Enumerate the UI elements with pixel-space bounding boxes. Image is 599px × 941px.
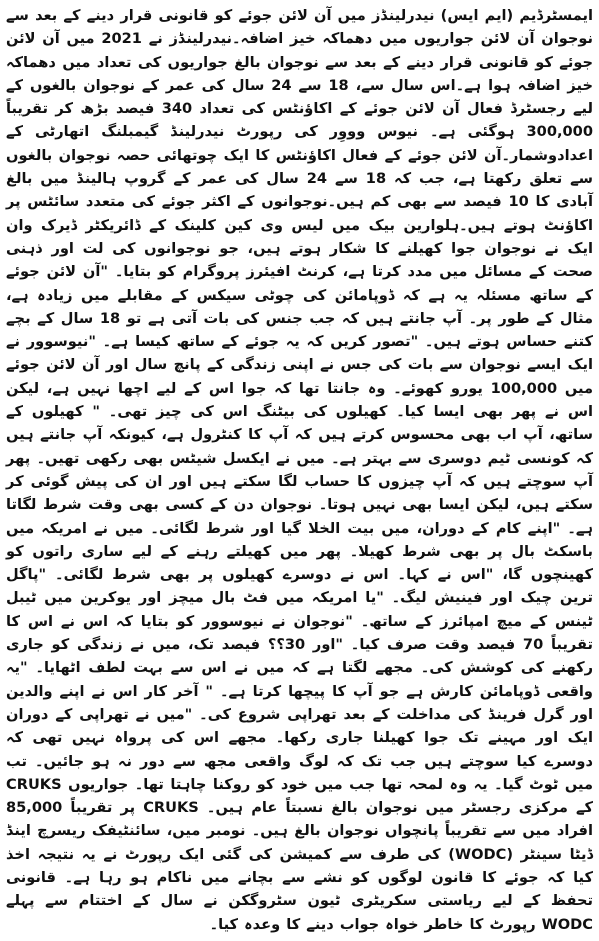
- article-body: ایمسٹرڈیم (ایم ایس) نیدرلینڈز میں آن لائن جوئے کو قانونی قرار دینے کے بعد سے نوجوان آن لائن جواریوں میں دھماکہ خیز اضافہ۔نیدرلینڈز نے 2021 میں آن لائن جوئے کو قانونی قرار دینے کے بعد سے نوجوان بالغ جواریوں کی تعداد میں دھماکہ خیز اضافہ ہوا ہے۔اس سال سے، 18 سے 24 سال کی عمر کے نوجوان بالغوں کے لیے رجسٹرڈ فعال آن لائن جوئے کے اکاؤنٹس کی تعداد 340 فیصد بڑھ کر تقریباً 300,000 ہوگئی ہے۔ نیوس وووِر کی رپورٹ نیدرلینڈ گیمبلنگ اتھارٹی کے اعدادوشمار۔آن لائن جوئے کے فعال اکاؤنٹس کا ایک چوتھائی حصہ نوجوان بالغوں سے تعلق رکھتا ہے، جب کہ 18 سے 24 سال کی عمر کے گروپ ہالینڈ میں بالغ آبادی کا 10 فیصد سے بھی کم ہیں۔نوجوانوں کے اکثر جوئے کی متعدد سائٹس پر اکاؤنٹ ہوتے ہیں۔ہلوارین بیک میں لیس وی کین کلینک کے ڈائریکٹر ڈیرک وان ایک نے نوجوان جوا کھیلنے کا شکار ہوتے ہیں، جو نوجوانوں کی لت اور ذہنی صحت کے مسائل میں مدد کرتا ہے، کرنٹ افیئرز پروگرام کو بتایا۔ "آن لائن جوئے کے ساتھ مسئلہ یہ ہے کہ ڈوپامائن کی چوٹی سیکس کے مقابلے میں زیادہ ہے، مثال کے طور پر۔ آپ جانتے ہیں کہ جب جنس کی بات آتی ہے تو 18 سال کے بچے کتنے حساس ہوتے ہیں۔ "تصور کریں کہ یہ جوئے کے ساتھ کیسا ہے۔ "نیوسوور نے ایک ایسے نوجوان سے بات کی جس نے اپنی زندگی کے پانچ سال اور آن لائن جوئے میں 100,000 یورو کھوئے۔ وہ جانتا تھا کہ جوا اس کے لیے اچھا نہیں ہے، لیکن اس نے پھر بھی ایسا کیا۔ کھیلوں کی بیٹنگ اس کی چیز تھی۔ " کھیلوں کے ساتھ، آپ اب بھی محسوس کرتے ہیں کہ آپ کا کنٹرول ہے، کیونکہ آپ جانتے ہیں کہ کونسی ٹیم دوسری سے بہتر ہے۔ میں نے ایکسل شیٹس بھی رکھی تھیں۔ پھر آپ سوچتے ہیں کہ آپ چیزوں کا حساب لگا سکتے ہیں اور ان کی پیش گوئی کر سکتے ہیں، لیکن ایسا بھی نہیں ہوتا۔ نوجوان دن کے کسی بھی وقت شرط لگاتا ہے۔ "اپنے کام کے دوران، میں بیت الخلا گیا اور شرط لگائی۔ میں نے امریکہ میں باسکٹ بال پر بھی شرط کھیلا۔ پھر میں کھیلتے رہنے کے لیے ساری راتوں کو کھینچوں گا، "اس نے کہا۔ اس نے دوسرے کھیلوں پر بھی شرط لگائی۔ "پاگل ترین چیک اور فینیش لیگ۔ "یا امریکہ میں فٹ بال میچز اور یوکرین میں ٹیبل ٹینس کے میچ امپائرز کے ساتھ۔ "نوجوان نے نیوسوور کو بتایا کہ اس نے اس کا تقریباً 70 فیصد وقت صرف کیا۔ "اور 30؟؟ فیصد تک، میں نے زندگی کو جاری رکھنے کی کوشش کی۔ مجھے لگتا ہے کہ میں نے اس سے بہت لطف اٹھایا۔ "یہ واقعی ڈوپامائن کارش ہے جو آپ کا پیچھا کرتا ہے۔ " آخر کار اس نے اپنے والدین اور گرل فرینڈ کی مداخلت کے بعد تھراپی شروع کی۔ "میں نے تھراپی کے دوران ایک اور مہینے تک جوا کھیلنا جاری رکھا۔ مجھے اس کی پرواہ نہیں تھی کہ دوسرے کیا سوچتے ہیں جب تک کہ لوگ واقعی مجھ سے دور نہ ہو جائیں۔ تب میں ٹوٹ گیا۔ یہ وہ لمحہ تھا جب میں خود کو روکنا چاہتا تھا۔ جواریوں CRUKS کے مرکزی رجسٹر میں نوجوان بالغ نسبتاً عام ہیں۔ CRUKS پر تقریباً 85,000 افراد میں سے تقریباً پانچواں نوجوان بالغ ہیں۔ نومبر میں، سائنٹیفک ریسرچ اینڈ ڈیٹا سینٹر (WODC) کی طرف سے کمیشن کی گئی ایک رپورٹ نے یہ نتیجہ اخذ کیا کہ جوئے کا قانون لوگوں کو نشے سے بچانے میں ناکام ہو رہا ہے۔ قانونی تحفظ کے لیے ریاستی سکریٹری ٹیون سٹروگکن نے سال کے اختتام سے پہلے WODC رپورٹ کا خاطر خواہ جواب دینے کا وعدہ کیا۔: [6, 7, 594, 933]
